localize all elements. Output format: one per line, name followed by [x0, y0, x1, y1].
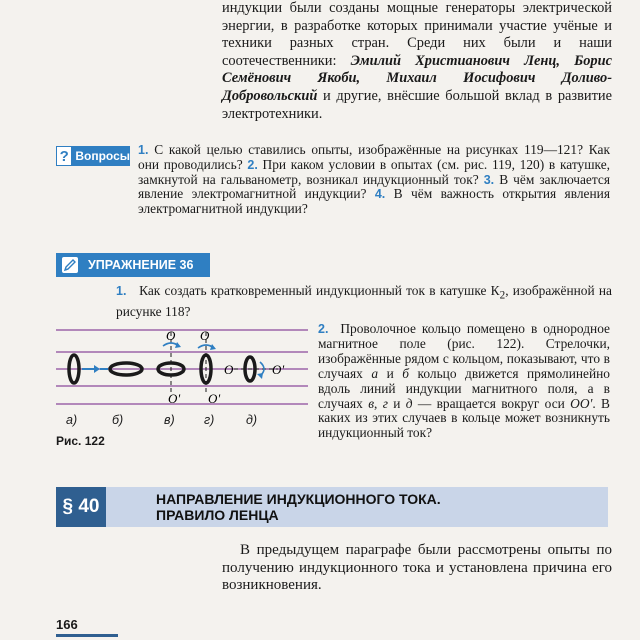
- body-paragraph: В предыдущем параграфе были рассмотрены опыты по получению индукционного тока и установлена причина его возникновения.: [222, 542, 612, 594]
- exercise-item-text: Проволочное кольцо помещено в однородное магнитное поле (рис. 122). Стрелочки, изображённые рядом с кольцом, показывают, что в случаях: [318, 321, 610, 381]
- axis-label-top-v: О: [166, 328, 176, 343]
- case-label: г): [204, 413, 215, 427]
- exercise-item-1: [116, 283, 612, 320]
- question-text: При каком условии в опытах (см. рис. 119, 120) в катушке, замкнутой на гальванометр, возникал индукционный ток?: [138, 156, 610, 187]
- axis-label-bottom-g: О': [208, 391, 221, 406]
- questions-list: [138, 143, 610, 217]
- paragraph-number: § 40: [56, 487, 106, 527]
- case-label: в): [164, 413, 175, 427]
- axis-label: ОО': [570, 395, 593, 411]
- case-d: д: [405, 395, 413, 411]
- axis-label-bottom-v: О': [168, 391, 181, 406]
- arrowhead: [94, 365, 100, 373]
- page-number: 166: [56, 617, 78, 632]
- question-text: С какой целью ставились опыты, изображённые на рисунках 119—121? Как они проводились?: [138, 142, 610, 172]
- intro-text-2: и другие, внёсшие большой вклад в развитие электротехники.: [222, 87, 612, 122]
- intro-text-1: индукции были созданы мощные генераторы электрической энергии, в разработке которых принимали участие учёные и техники разных стран. Среди них были и наши соотечественники:: [222, 0, 612, 69]
- exercise-item-number: 1.: [116, 284, 127, 298]
- case-g: г: [382, 395, 388, 411]
- case-b: б: [402, 365, 410, 381]
- exercise-badge: [56, 253, 210, 277]
- question-text: В чём важность открытия явления электромагнитной индукции?: [138, 186, 610, 217]
- case-v: в: [368, 395, 375, 411]
- question-number: 3.: [483, 172, 495, 187]
- conj: и: [387, 395, 406, 411]
- exercise-item-text-tail: — вращается вокруг оси: [412, 395, 571, 411]
- exercise-item-text-mid: кольцо движется прямолинейно вдоль линий индукции магнитного поля, а в случаях: [318, 365, 610, 411]
- exercise-label: УПРАЖНЕНИЕ 36: [88, 258, 194, 272]
- axis-label-top-g: О: [200, 328, 210, 343]
- case-label: д): [246, 413, 258, 427]
- exercise-item-text: Как создать кратковременный индукционный ток в катушке К: [139, 283, 500, 298]
- intro-paragraph: [222, 0, 612, 123]
- comma: ,: [374, 395, 383, 411]
- case-a: а: [371, 365, 379, 381]
- questions-badge-label: Вопросы: [75, 149, 130, 163]
- exercise-item-text-end: , изображённой на рисунке 118?: [116, 283, 612, 319]
- intro-names: Эмилий Христианович Ленц, Борис Семёнович Якоби, Михаил Иосифович Доливо-Добровольский: [222, 52, 612, 104]
- questions-badge: [56, 146, 130, 166]
- question-number: 2.: [247, 157, 258, 172]
- question-number: 1.: [138, 143, 149, 157]
- figure-caption: Рис. 122: [56, 434, 105, 448]
- question-text: В чём заключается явление электромагнитной индукции?: [138, 171, 610, 202]
- question-mark-icon: ?: [57, 147, 71, 165]
- paragraph-title: [156, 491, 596, 523]
- paragraph-title-line-2: ПРАВИЛО ЛЕНЦА: [156, 507, 279, 523]
- subscript: 2: [499, 289, 506, 302]
- exercise-item-2: [318, 322, 610, 441]
- figure-122: [56, 322, 308, 432]
- axis-label-right-d: О': [272, 362, 285, 377]
- exercise-item-text-end: . В каких из этих случаев в кольце может возникнуть индукционный ток?: [318, 395, 610, 441]
- exercise-item-number: 2.: [318, 322, 329, 336]
- page-number-underline: [56, 634, 118, 637]
- case-label: а): [66, 413, 78, 427]
- pencil-icon: [60, 255, 80, 275]
- case-label: б): [112, 413, 124, 427]
- axis-label-left-d: О: [224, 362, 234, 377]
- arrowhead: [257, 373, 263, 379]
- question-number: 4.: [374, 187, 386, 202]
- paragraph-title-line-1: НАПРАВЛЕНИЕ ИНДУКЦИОННОГО ТОКА.: [156, 491, 441, 507]
- conj: и: [378, 365, 403, 381]
